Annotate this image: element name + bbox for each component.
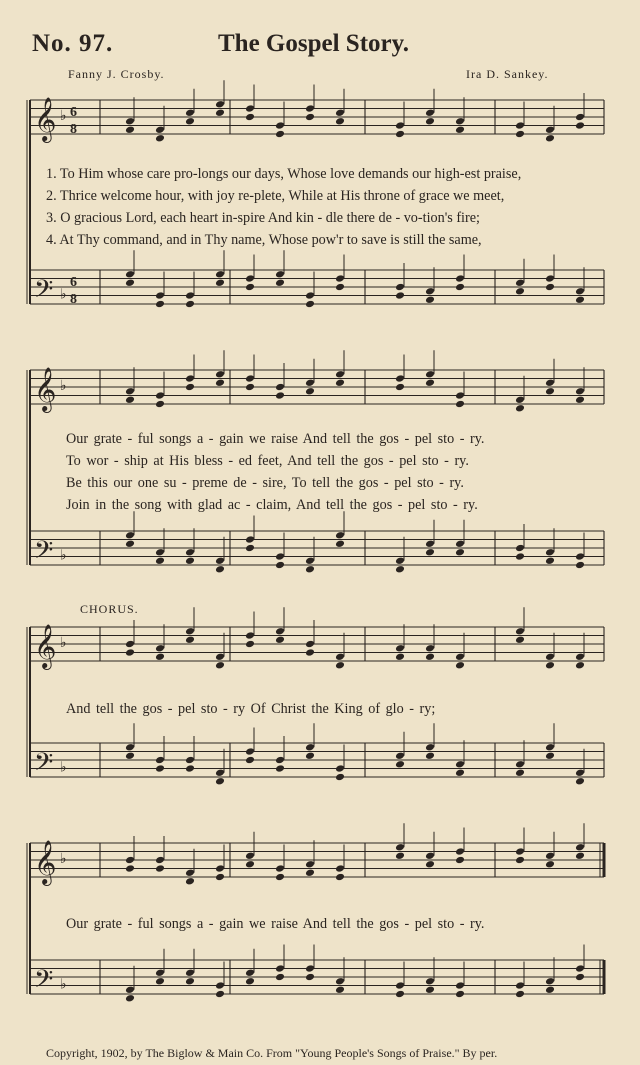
- note-head: [125, 640, 135, 649]
- note-head: [425, 295, 435, 304]
- note-head: [305, 113, 315, 122]
- note-head: [335, 661, 345, 670]
- note-head: [215, 278, 225, 287]
- hymn-number: No. 97.: [32, 30, 114, 57]
- note-head: [575, 661, 585, 670]
- note-head: [275, 270, 285, 279]
- note-head: [125, 539, 135, 548]
- note-head: [245, 374, 255, 383]
- hymn-author: Fanny J. Crosby.: [68, 67, 165, 81]
- note-head: [425, 378, 435, 387]
- note-head: [425, 117, 435, 126]
- note-head: [395, 990, 405, 999]
- note-head: [125, 531, 135, 540]
- note-head: [455, 539, 465, 548]
- verse-3-line-1: 3. O gracious Lord, each heart in-spire And kin - dle there de - vo-tion's fire;: [46, 210, 480, 226]
- note-head: [185, 868, 195, 877]
- note-head: [275, 552, 285, 561]
- note-head: [125, 985, 135, 994]
- note-head: [395, 644, 405, 653]
- note-head: [515, 635, 525, 644]
- note-head: [125, 270, 135, 279]
- note-head: [275, 756, 285, 765]
- note-head: [155, 556, 165, 565]
- note-head: [305, 648, 315, 657]
- note-head: [395, 374, 405, 383]
- note-head: [245, 113, 255, 122]
- note-head: [515, 627, 525, 636]
- note-head: [455, 117, 465, 126]
- note-head: [335, 764, 345, 773]
- note-head: [275, 964, 285, 973]
- note-head: [275, 130, 285, 139]
- note-head: [155, 756, 165, 765]
- note-head: [545, 652, 555, 661]
- note-head: [155, 968, 165, 977]
- note-head: [425, 851, 435, 860]
- note-head: [335, 652, 345, 661]
- note-head: [515, 278, 525, 287]
- note-head: [305, 300, 315, 309]
- note-head: [215, 873, 225, 882]
- time-signature: 6: [70, 105, 77, 120]
- note-head: [305, 640, 315, 649]
- note-head: [245, 640, 255, 649]
- note-head: [275, 561, 285, 570]
- note-head: [305, 387, 315, 396]
- note-head: [545, 378, 555, 387]
- treble-clef: 𝄞: [34, 840, 57, 884]
- verse-3-line-2: Be this our one su - preme de - sire, To tell the gos - pel sto - ry.: [66, 475, 464, 491]
- flat-sign: ♭: [60, 286, 67, 303]
- note-head: [425, 548, 435, 557]
- note-head: [215, 108, 225, 117]
- note-head: [515, 130, 525, 139]
- note-head: [155, 977, 165, 986]
- flat-sign: ♭: [60, 635, 67, 651]
- flat-sign: ♭: [60, 851, 67, 867]
- time-signature: 6: [70, 275, 77, 290]
- note-head: [185, 635, 195, 644]
- note-head: [395, 652, 405, 661]
- note-head: [185, 300, 195, 309]
- note-head: [515, 847, 525, 856]
- note-head: [185, 383, 195, 392]
- note-head: [155, 300, 165, 309]
- note-head: [395, 291, 405, 300]
- note-head: [305, 556, 315, 565]
- note-head: [155, 652, 165, 661]
- note-head: [125, 125, 135, 134]
- note-head: [395, 851, 405, 860]
- note-head: [575, 652, 585, 661]
- note-head: [245, 747, 255, 756]
- note-head: [215, 981, 225, 990]
- note-head: [515, 544, 525, 553]
- note-head: [215, 378, 225, 387]
- note-head: [335, 985, 345, 994]
- flat-sign: ♭: [60, 378, 67, 394]
- note-head: [545, 548, 555, 557]
- note-head: [245, 977, 255, 986]
- note-head: [545, 851, 555, 860]
- note-head: [545, 860, 555, 869]
- flat-sign: ♭: [60, 759, 67, 776]
- note-head: [425, 644, 435, 653]
- note-head: [305, 291, 315, 300]
- note-head: [335, 773, 345, 782]
- note-head: [395, 981, 405, 990]
- verse-1-line-1: 1. To Him whose care pro-longs our days, Whose love demands our high-est praise,: [46, 166, 522, 182]
- note-head: [455, 768, 465, 777]
- note-head: [575, 777, 585, 786]
- note-head: [275, 635, 285, 644]
- chorus-line-1: And tell the gos - pel sto - ry Of Christ the King of glo - ry;: [66, 701, 436, 717]
- note-head: [395, 383, 405, 392]
- note-head: [515, 395, 525, 404]
- chorus-line-2: Our grate - ful songs a - gain we raise And tell the gos - pel sto - ry.: [66, 916, 485, 932]
- note-head: [245, 860, 255, 869]
- verse-4-line-2: Join in the song with glad ac - claim, And tell the gos - pel sto - ry.: [66, 497, 478, 513]
- note-head: [125, 395, 135, 404]
- note-head: [545, 274, 555, 283]
- note-head: [245, 274, 255, 283]
- note-head: [425, 977, 435, 986]
- note-head: [575, 287, 585, 296]
- note-head: [335, 977, 345, 986]
- note-head: [245, 283, 255, 292]
- note-head: [575, 395, 585, 404]
- note-head: [455, 760, 465, 769]
- hymn-composer: Ira D. Sankey.: [466, 67, 549, 81]
- note-head: [335, 283, 345, 292]
- note-head: [575, 843, 585, 852]
- note-head: [335, 531, 345, 540]
- note-head: [545, 985, 555, 994]
- note-head: [245, 756, 255, 765]
- bass-clef: 𝄢: [34, 965, 54, 1000]
- note-head: [425, 751, 435, 760]
- note-head: [395, 565, 405, 574]
- note-head: [185, 877, 195, 886]
- note-head: [155, 548, 165, 557]
- note-head: [515, 760, 525, 769]
- note-head: [545, 283, 555, 292]
- hymn-title: The Gospel Story.: [218, 30, 409, 57]
- note-head: [125, 743, 135, 752]
- note-head: [215, 864, 225, 873]
- note-head: [575, 121, 585, 130]
- treble-clef: 𝄞: [34, 367, 57, 411]
- note-head: [275, 278, 285, 287]
- note-head: [335, 370, 345, 379]
- note-head: [155, 644, 165, 653]
- note-head: [515, 981, 525, 990]
- note-head: [575, 561, 585, 570]
- note-head: [125, 751, 135, 760]
- note-head: [575, 552, 585, 561]
- treble-clef: 𝄞: [34, 624, 57, 668]
- note-head: [185, 977, 195, 986]
- note-head: [245, 631, 255, 640]
- note-head: [215, 100, 225, 109]
- note-head: [425, 743, 435, 752]
- note-head: [455, 661, 465, 670]
- note-head: [455, 652, 465, 661]
- note-head: [305, 104, 315, 113]
- note-head: [125, 387, 135, 396]
- note-head: [185, 291, 195, 300]
- note-head: [245, 535, 255, 544]
- note-head: [215, 661, 225, 670]
- note-head: [155, 400, 165, 409]
- note-head: [305, 743, 315, 752]
- note-head: [455, 847, 465, 856]
- note-head: [395, 556, 405, 565]
- note-head: [155, 856, 165, 865]
- note-head: [125, 648, 135, 657]
- note-head: [395, 760, 405, 769]
- verse-2-line-2: To wor - ship at His bless - ed feet, And tell the gos - pel sto - ry.: [66, 453, 469, 469]
- note-head: [545, 387, 555, 396]
- note-head: [515, 990, 525, 999]
- flat-sign: ♭: [60, 108, 67, 124]
- note-head: [185, 764, 195, 773]
- verse-2-line-1: 2. Thrice welcome hour, with joy re-plete, While at His throne of grace we meet,: [46, 188, 505, 204]
- note-head: [305, 964, 315, 973]
- copyright-notice: Copyright, 1902, by The Biglow & Main Co. From "Young People's Songs of Praise." By per.: [46, 1046, 498, 1060]
- flat-sign: ♭: [60, 976, 67, 993]
- note-head: [455, 274, 465, 283]
- note-head: [455, 548, 465, 557]
- note-head: [185, 108, 195, 117]
- note-head: [455, 981, 465, 990]
- verse-1-line-2: Our grate - ful songs a - gain we raise And tell the gos - pel sto - ry.: [66, 431, 485, 447]
- note-head: [515, 404, 525, 413]
- note-head: [455, 125, 465, 134]
- note-head: [155, 764, 165, 773]
- note-head: [545, 125, 555, 134]
- bass-clef: 𝄢: [34, 275, 54, 310]
- note-head: [515, 856, 525, 865]
- note-head: [245, 968, 255, 977]
- time-signature: 8: [70, 292, 77, 307]
- note-head: [245, 851, 255, 860]
- note-head: [245, 104, 255, 113]
- note-head: [185, 627, 195, 636]
- note-head: [275, 873, 285, 882]
- note-head: [515, 768, 525, 777]
- note-head: [155, 134, 165, 143]
- bass-clef: 𝄢: [34, 748, 54, 783]
- note-head: [335, 117, 345, 126]
- note-head: [185, 756, 195, 765]
- note-head: [425, 370, 435, 379]
- note-head: [575, 973, 585, 982]
- note-head: [275, 973, 285, 982]
- note-head: [215, 990, 225, 999]
- note-head: [395, 121, 405, 130]
- flat-sign: ♭: [60, 547, 67, 564]
- note-head: [185, 117, 195, 126]
- note-head: [455, 283, 465, 292]
- note-head: [395, 843, 405, 852]
- note-head: [275, 864, 285, 873]
- note-head: [215, 556, 225, 565]
- treble-clef: 𝄞: [34, 97, 57, 141]
- note-head: [425, 860, 435, 869]
- note-head: [215, 565, 225, 574]
- note-head: [425, 539, 435, 548]
- note-head: [395, 130, 405, 139]
- note-head: [425, 108, 435, 117]
- note-head: [335, 378, 345, 387]
- note-head: [425, 652, 435, 661]
- note-head: [275, 627, 285, 636]
- note-head: [125, 117, 135, 126]
- note-head: [245, 383, 255, 392]
- note-head: [545, 556, 555, 565]
- bass-clef: 𝄢: [34, 536, 54, 571]
- note-head: [335, 873, 345, 882]
- note-head: [275, 383, 285, 392]
- note-head: [335, 864, 345, 873]
- note-head: [575, 964, 585, 973]
- note-head: [575, 387, 585, 396]
- note-head: [455, 856, 465, 865]
- note-head: [575, 851, 585, 860]
- time-signature: 8: [70, 122, 77, 137]
- note-head: [575, 113, 585, 122]
- note-head: [335, 108, 345, 117]
- note-head: [215, 777, 225, 786]
- note-head: [545, 134, 555, 143]
- chorus-label: CHORUS.: [80, 602, 139, 616]
- note-head: [155, 125, 165, 134]
- note-head: [185, 548, 195, 557]
- note-head: [515, 121, 525, 130]
- note-head: [395, 283, 405, 292]
- note-head: [335, 274, 345, 283]
- note-head: [215, 270, 225, 279]
- note-head: [275, 121, 285, 130]
- note-head: [335, 539, 345, 548]
- note-head: [125, 994, 135, 1003]
- note-head: [455, 400, 465, 409]
- note-head: [155, 391, 165, 400]
- note-head: [455, 391, 465, 400]
- note-head: [455, 990, 465, 999]
- note-head: [425, 985, 435, 994]
- note-head: [185, 374, 195, 383]
- note-head: [125, 864, 135, 873]
- note-head: [395, 751, 405, 760]
- note-head: [275, 391, 285, 400]
- note-head: [425, 287, 435, 296]
- note-head: [215, 652, 225, 661]
- note-head: [545, 743, 555, 752]
- note-head: [185, 556, 195, 565]
- note-head: [545, 977, 555, 986]
- note-head: [185, 968, 195, 977]
- note-head: [305, 973, 315, 982]
- note-head: [155, 291, 165, 300]
- note-head: [305, 378, 315, 387]
- note-head: [545, 661, 555, 670]
- note-head: [575, 295, 585, 304]
- note-head: [215, 768, 225, 777]
- note-head: [125, 278, 135, 287]
- note-head: [155, 864, 165, 873]
- note-head: [245, 544, 255, 553]
- note-head: [545, 751, 555, 760]
- verse-4-line-1: 4. At Thy command, and in Thy name, Whose pow'r to save is still the same,: [46, 232, 482, 248]
- note-head: [215, 370, 225, 379]
- note-head: [515, 287, 525, 296]
- note-head: [275, 764, 285, 773]
- note-head: [305, 868, 315, 877]
- note-head: [125, 856, 135, 865]
- note-head: [305, 751, 315, 760]
- note-head: [515, 552, 525, 561]
- note-head: [575, 768, 585, 777]
- note-head: [305, 565, 315, 574]
- note-head: [305, 860, 315, 869]
